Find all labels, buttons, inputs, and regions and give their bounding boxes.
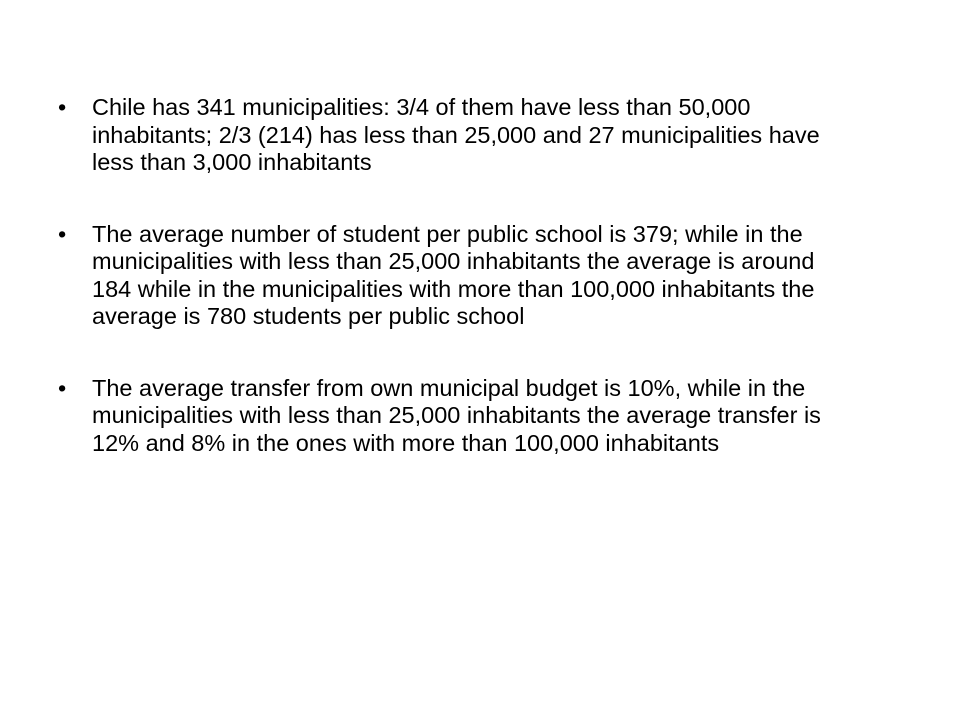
bullet-item-students-per-school <box>58 221 858 331</box>
bullet-item-municipalities <box>58 94 858 177</box>
bullet-icon: • <box>58 374 67 401</box>
bullet-text: Chile has 341 municipalities: 3/4 of them have less than 50,000 inhabitants; 2/3 (214) has less than 25,000 and 27 municipalities have less than 3,000 inhabitants <box>92 94 820 175</box>
bullet-item-budget-transfer <box>58 375 858 458</box>
bullet-icon: • <box>58 220 67 247</box>
bullet-list <box>58 94 858 457</box>
bullet-icon: • <box>58 94 67 120</box>
bullet-text: The average number of student per public school is 379; while in the municipalities with less than 25,000 inhabitants the average is around 184 while in the municipalities with more than 100,000 inhabitants the average is 780 students per public school <box>92 220 815 329</box>
bullet-text: The average transfer from own municipal budget is 10%, while in the municipalities with less than 25,000 inhabitants the average transfer is 12% and 8% in the ones with more than 100,000 inhabitants <box>92 374 821 456</box>
